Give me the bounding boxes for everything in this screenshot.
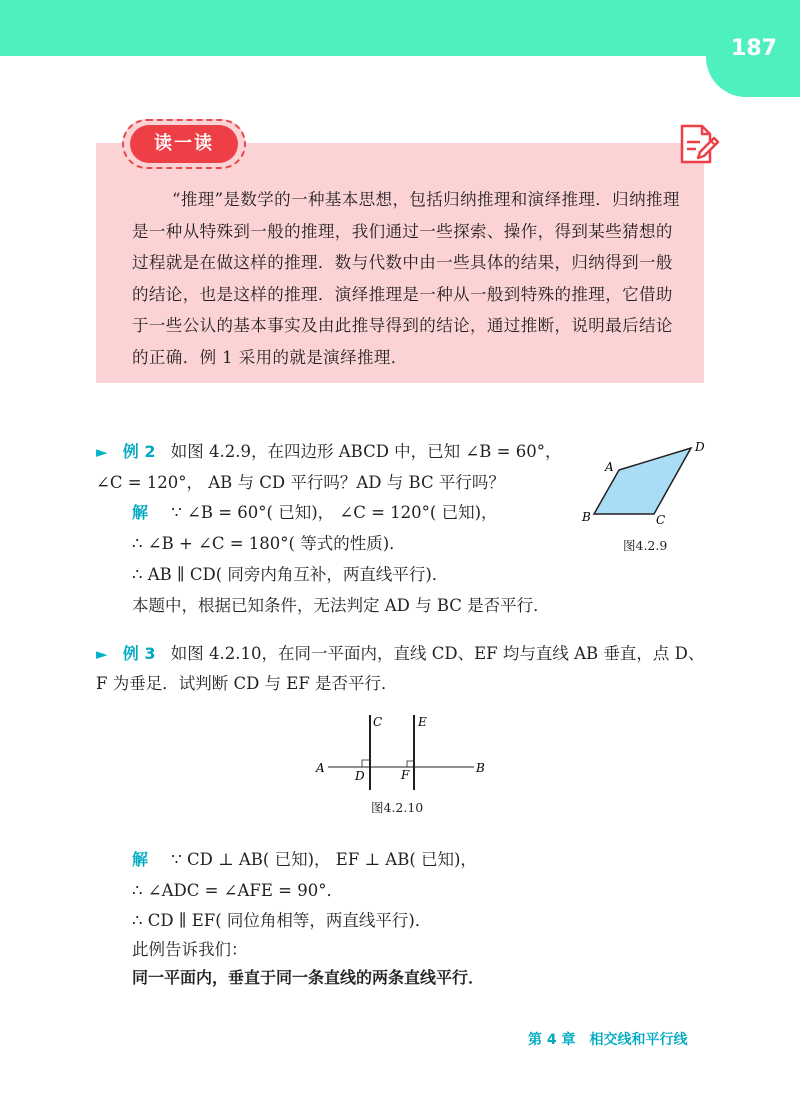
page-number: 187 <box>731 36 777 61</box>
chapter-number: 第 4 章 <box>528 1032 576 1048</box>
figure-4-2-9-label-a: A <box>605 460 614 474</box>
figure-4-2-10-label-b: B <box>476 761 485 775</box>
example-2-text-1: 如图 4.2.9，在四边形 ABCD 中，已知 ∠B = 60°， <box>170 442 562 461</box>
figure-4-2-10 <box>310 712 500 792</box>
figure-4-2-10-label-c: C <box>373 715 383 729</box>
example-3-solution-3: ∴ CD ∥ EF( 同位角相等，两直线平行)． <box>132 911 432 930</box>
example-2-text-2: ∠C = 120°， AB 与 CD 平行吗？AD 与 BC 平行吗？ <box>96 473 505 492</box>
example-2-label: 例 2 <box>122 442 156 461</box>
example-3-solution-4: 此例告诉我们： <box>132 940 248 959</box>
example-2-line-1 <box>96 438 561 462</box>
example-3-solution-1 <box>132 846 477 870</box>
example-3-text-1: 如图 4.2.10，在同一平面内，直线 CD、EF 均与直线 AB 垂直，点 D、 <box>170 644 705 663</box>
figure-4-2-10-label-a: A <box>316 761 325 775</box>
note-edit-icon <box>676 122 720 166</box>
example-2-solution-3: ∴ AB ∥ CD( 同旁内角互补，两直线平行)． <box>132 565 449 584</box>
example-2-solution-2: ∴ ∠B + ∠C = 180°( 等式的性质)． <box>132 534 406 553</box>
parallelogram-abcd <box>594 448 691 514</box>
figure-4-2-10-label-f: F <box>401 768 410 782</box>
example-2-solution-1 <box>132 499 498 523</box>
figure-4-2-9-caption: 图4.2.9 <box>623 538 668 553</box>
right-angle-mark-f <box>407 761 414 767</box>
example-3-text-2: F 为垂足．试判断 CD 与 EF 是否平行． <box>96 674 398 693</box>
right-angle-mark-d <box>362 760 370 767</box>
example-3-solution-2: ∴ ∠ADC = ∠AFE = 90°． <box>132 881 343 900</box>
figure-4-2-10-label-d: D <box>355 769 365 783</box>
example-3-solution-label: 解 <box>132 850 149 869</box>
example-2-solution-4: 本题中，根据已知条件，无法判定 AD 与 BC 是否平行． <box>132 596 550 615</box>
chapter-footer <box>528 1029 702 1049</box>
example-2-solution-text-1: ∵ ∠B = 60°( 已知)， ∠C = 120°( 已知)， <box>171 503 498 522</box>
example-3-label: 例 3 <box>122 644 156 663</box>
chapter-title: 相交线和平行线 <box>589 1032 688 1048</box>
example-2-marker: ► <box>96 443 108 461</box>
figure-4-2-9-label-d: D <box>695 440 705 454</box>
top-color-band <box>0 0 800 56</box>
reading-paragraph <box>132 184 680 373</box>
reading-paragraph-text: “推理”是数学的一种基本思想，包括归纳推理和演绎推理．归纳推理是一种从特殊到一般的推理，我们通过一些探索、操作，得到某些猜想的过程就是在做这样的推理．数与代数中由一些具体的结果，归纳得到一般的结论，也是这样的推理．演绎推理是一种从一般到特殊的推理，它借助于一些公认的基本事实及由此推导得到的结论，通过推断，说明最后结论的正确．例 1 采用的就是演绎推理． <box>132 190 680 367</box>
example-3-marker: ► <box>96 645 108 663</box>
reading-badge: 读一读 <box>130 125 238 163</box>
figure-4-2-10-label-e: E <box>418 715 427 729</box>
example-2-solution-label: 解 <box>132 503 149 522</box>
figure-4-2-9-label-c: C <box>656 513 666 527</box>
example-3-line-1 <box>96 640 704 664</box>
example-3-conclusion: 同一平面内，垂直于同一条直线的两条直线平行． <box>132 968 485 987</box>
example-3-solution-text-1: ∵ CD ⊥ AB( 已知)， EF ⊥ AB( 已知)， <box>171 850 477 869</box>
figure-4-2-9 <box>574 436 714 530</box>
figure-4-2-9-label-b: B <box>582 510 591 524</box>
figure-4-2-10-caption: 图4.2.10 <box>371 800 424 815</box>
